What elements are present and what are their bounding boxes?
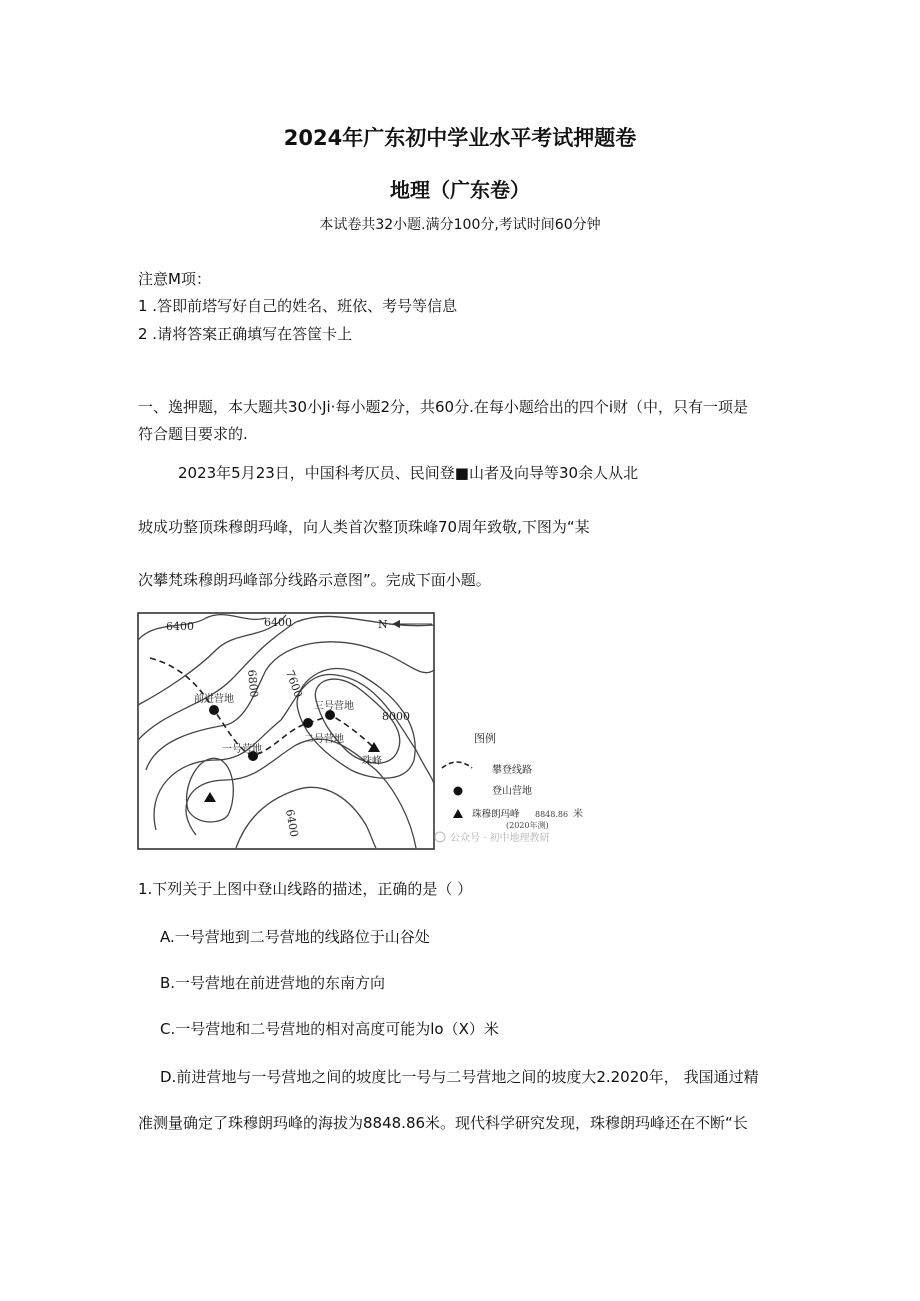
watermark-icon — [435, 832, 445, 842]
passage-line-3: 次攀梵珠穆朗玛峰部分线路示意图”。完成下面小题。 — [138, 571, 491, 589]
contour-label: 7600 — [283, 668, 305, 700]
contour-label: 6400 — [166, 620, 194, 633]
question-1-option-a: A.一号营地到二号营地的线路位于山谷处 — [160, 928, 430, 946]
note-item-1: 1 .答即前塔写好自己的姓名、班依、考号等信息 — [138, 297, 458, 315]
legend-peak-icon — [453, 809, 463, 818]
camp-marker — [303, 718, 313, 728]
legend-item: 珠穆朗玛峰 — [472, 809, 520, 820]
peak-triangle-icon — [204, 792, 216, 802]
camp-label: 二号营地 — [304, 734, 344, 745]
contour-label: 6400 — [264, 616, 292, 629]
north-arrow-icon — [392, 620, 400, 628]
note-item-2: 2 .请将答案正确填写在答筐卡上 — [138, 325, 353, 343]
section-instruction: 一、逸押题，本大题共30小Ji·每小题2分，共60分.在每小题给出的四个i财（中，只有一项是 — [138, 398, 749, 416]
question-1-option-c: C.一号营地和二号营地的相对高度可能为lo（X）米 — [160, 1020, 499, 1038]
camp-label: 珠峰 — [362, 756, 382, 767]
question-2-passage: 准测量确定了珠穆朗玛峰的海拔为8848.86米。现代科学研究发现，珠穆朗玛峰还在不断“长 — [138, 1114, 748, 1132]
contour-map-figure — [136, 610, 591, 852]
question-1-stem: 1.下列关于上图中登山线路的描述，正确的是（ ） — [138, 880, 473, 898]
camp-label: 一号营地 — [222, 744, 262, 755]
legend-unit: 米 — [573, 809, 583, 820]
watermark-text: 公众号 · 初中地理教研 — [450, 833, 550, 844]
legend-item: 登山营地 — [492, 786, 532, 797]
camp-label: 前进营地 — [194, 694, 234, 705]
contour-label: 8000 — [382, 710, 410, 723]
exam-title: 2024年广东初中学业水平考试押题卷 — [283, 126, 637, 150]
legend-title: 图例 — [474, 732, 496, 745]
passage-line-2: 坡成功整顶珠穆朗玛峰，向人类首次整顶珠峰70周年致敬,下图为“某 — [138, 518, 590, 536]
exam-subtitle: 地理（广东卷） — [390, 178, 530, 202]
camp-marker — [209, 705, 219, 715]
north-label: N — [378, 618, 388, 631]
legend-year-note: (2020年测) — [506, 821, 549, 830]
question-1-option-d: D.前进营地与一号营地之间的坡度比一号与二号营地之间的坡度大2.2020年， 我国通过精 — [160, 1068, 759, 1086]
map-legend — [442, 731, 583, 830]
section-instruction-cont: 符合题目要求的. — [138, 425, 248, 443]
legend-route-icon — [442, 762, 472, 768]
legend-peak-height: 8848.86 — [535, 810, 569, 819]
legend-camp-icon — [454, 787, 463, 796]
legend-item: 攀登线路 — [492, 765, 532, 776]
passage-line-1: 2023年5月23日，中国科考仄员、民间登■山者及向导等30余人从北 — [178, 464, 639, 482]
exam-info: 本试卷共32小题.满分100分,考试时间60分钟 — [319, 217, 601, 233]
camp-label: 三号营地 — [314, 701, 354, 712]
contour-label: 6400 — [283, 808, 301, 839]
contour-label: 6800 — [245, 669, 261, 699]
notes-heading: 注意M项： — [138, 270, 211, 288]
contour-map — [136, 610, 591, 852]
question-1-option-b: B.一号营地在前进营地的东南方向 — [160, 974, 386, 992]
